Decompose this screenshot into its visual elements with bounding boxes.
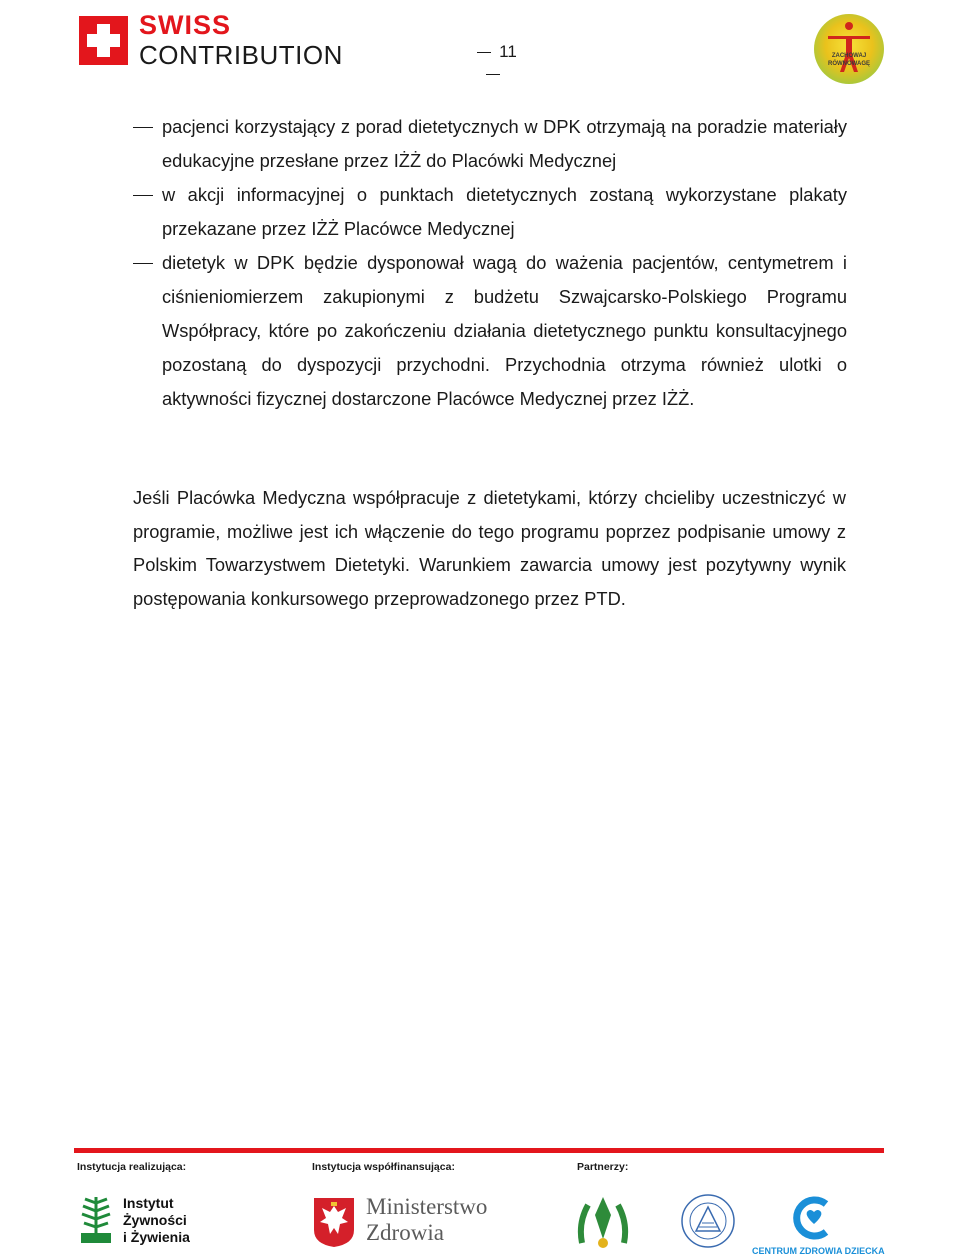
dash-bullet-icon <box>133 127 153 128</box>
balance-figure-icon <box>814 14 884 84</box>
ptd-society-logo-icon <box>680 1193 736 1249</box>
page-number <box>462 41 524 85</box>
izz-line-2: Żywności <box>123 1212 187 1228</box>
ministry-line-1: Ministerstwo <box>366 1194 488 1219</box>
footer-divider <box>74 1148 884 1153</box>
ministry-name <box>366 1194 487 1246</box>
izz-line-3: i Żywienia <box>123 1229 190 1245</box>
izz-name <box>123 1195 190 1246</box>
list-item <box>133 178 846 246</box>
body-paragraph: Jeśli Placówka Medyczna współpracuje z dietetykami, którzy chcieliby uczestniczyć w programie, możliwe jest ich włączenie do tego programu poprzez podpisanie umowy z Polskim Towarzystwem Dietetyki. Warunkiem zawarcia umowy jest pozytywny wynik postępowania konkursowego przeprowadzonego przez PTD. <box>133 487 846 609</box>
ministry-line-2: Zdrowia <box>366 1220 444 1245</box>
list-item-text: pacjenci korzystający z porad dietetycznych w DPK otrzymają na poradzie materiały edukacyjne przesłane przez IŻŻ do Placówki Medycznej <box>162 116 847 171</box>
logo-swiss-text: SWISS <box>139 10 232 40</box>
list-item <box>133 246 846 450</box>
logo-contribution-text: CONTRIBUTION <box>139 40 343 70</box>
label-realizing-institution: Instytucja realizująca: <box>77 1161 187 1173</box>
dash-bullet-icon <box>133 195 153 196</box>
polish-eagle-emblem-icon <box>312 1196 356 1248</box>
zachowaj-rownowage-logo <box>814 14 884 84</box>
label-partners: Partnerzy: <box>577 1161 629 1173</box>
izz-logo-icon <box>79 1195 113 1245</box>
list-item <box>133 110 846 178</box>
page-number-value: 11 <box>499 42 517 61</box>
right-logo-text: ZACHOWAJ RÓWNOWAGĘ <box>828 53 870 67</box>
dash-bullet-icon <box>133 263 153 264</box>
izz-line-1: Instytut <box>123 1195 174 1211</box>
czd-logo-icon <box>790 1196 838 1240</box>
list-item-text: dietetyk w DPK będzie dysponował wagą do ważenia pacjentów, centymetrem i ciśnieniomierzem zakupionymi z budżetu Szwajcarsko-Polskiego Programu Współpracy, które po zakończeniu działania dietetycznego punktu konsultacyjnego pozostaną do dyspozycji przychodni. Przychodnia otrzyma również ulotki o aktywności fizycznej dostarczone Placówce Medycznej przez IŻŻ. <box>162 252 847 409</box>
list-item-text: w akcji informacyjnej o punktach dietetycznych zostaną wykorzystane plakaty przekazane przez IŻŻ Placówce Medycznej <box>162 184 847 239</box>
partner-laurel-logo-icon <box>576 1193 630 1251</box>
czd-name: CENTRUM ZDROWIA DZIECKA <box>752 1246 885 1256</box>
swiss-flag-logo <box>79 16 128 65</box>
label-cofinancing-institution: Instytucja współfinansująca: <box>312 1161 455 1173</box>
